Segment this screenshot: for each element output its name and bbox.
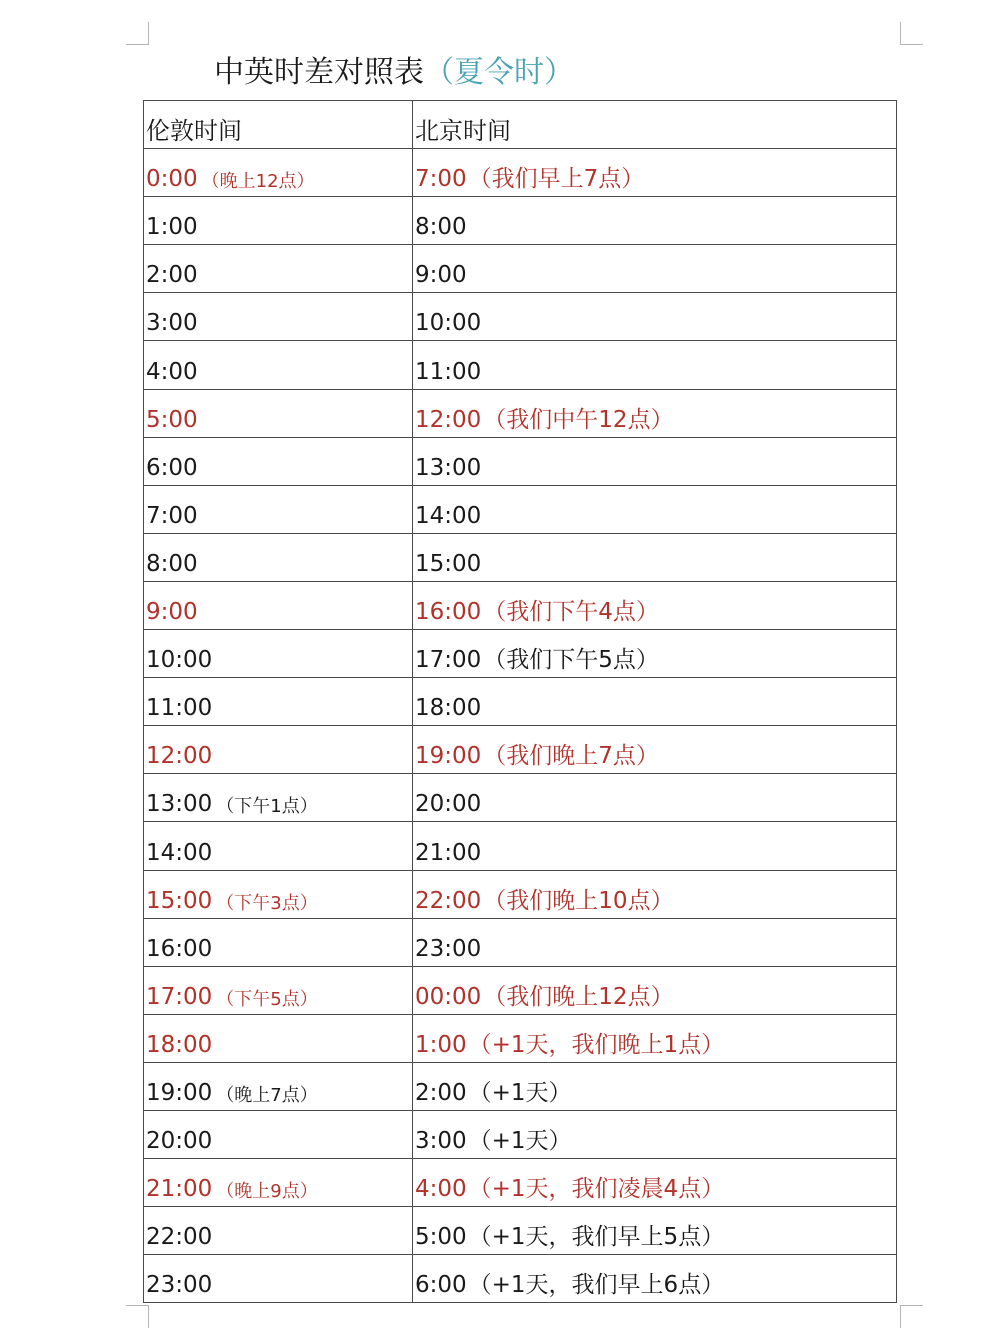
table-row bbox=[144, 726, 896, 774]
london-time-cell bbox=[144, 1255, 413, 1302]
beijing-time: 23:00 bbox=[415, 935, 482, 962]
table-row bbox=[144, 1015, 896, 1063]
london-time-note: （下午1点） bbox=[216, 796, 318, 818]
london-time: 11:00 bbox=[146, 695, 213, 722]
london-time: 1:00 bbox=[146, 214, 198, 241]
london-time-cell bbox=[144, 197, 413, 244]
table-row bbox=[144, 871, 896, 919]
beijing-time-note: （+1天，我们凌晨4点） bbox=[468, 1176, 725, 1203]
london-time: 3:00 bbox=[146, 310, 198, 337]
london-time: 9:00 bbox=[146, 599, 198, 626]
beijing-time-cell bbox=[413, 678, 896, 725]
table-row bbox=[144, 486, 896, 534]
london-time: 16:00 bbox=[146, 935, 213, 962]
table-row bbox=[144, 245, 896, 293]
beijing-time: 20:00 bbox=[415, 791, 482, 818]
beijing-time-note: （我们下午4点） bbox=[483, 599, 659, 626]
beijing-time-note: （我们早上7点） bbox=[468, 166, 645, 193]
london-time-cell bbox=[144, 390, 413, 437]
table-row bbox=[144, 1159, 896, 1207]
table-row bbox=[144, 534, 896, 582]
london-time: 5:00 bbox=[146, 406, 198, 433]
beijing-time-note: （+1天，我们早上6点） bbox=[468, 1272, 725, 1299]
time-difference-table bbox=[143, 100, 897, 1303]
beijing-time: 7:00 bbox=[415, 166, 467, 193]
beijing-time-cell bbox=[413, 967, 896, 1014]
beijing-time-cell bbox=[413, 726, 896, 773]
beijing-time-cell bbox=[413, 871, 896, 918]
table-row bbox=[144, 390, 896, 438]
table-header-row bbox=[144, 101, 896, 149]
london-time: 14:00 bbox=[146, 839, 213, 866]
beijing-time: 6:00 bbox=[415, 1272, 467, 1299]
table-row bbox=[144, 197, 896, 245]
table-row bbox=[144, 1207, 896, 1255]
london-time-cell bbox=[144, 967, 413, 1014]
beijing-time: 11:00 bbox=[415, 358, 482, 385]
table-row bbox=[144, 1111, 896, 1159]
london-time-note: （下午3点） bbox=[216, 892, 318, 914]
beijing-time-note: （我们晚上10点） bbox=[483, 887, 674, 914]
beijing-time: 17:00 bbox=[415, 647, 482, 674]
beijing-time: 1:00 bbox=[415, 1031, 467, 1058]
beijing-time: 5:00 bbox=[415, 1224, 467, 1251]
beijing-time-cell bbox=[413, 197, 896, 244]
london-time-cell bbox=[144, 630, 413, 677]
beijing-time-cell bbox=[413, 1111, 896, 1158]
beijing-time-cell bbox=[413, 919, 896, 966]
london-time-cell bbox=[144, 871, 413, 918]
london-time-cell bbox=[144, 774, 413, 821]
beijing-time-cell bbox=[413, 822, 896, 869]
london-time: 22:00 bbox=[146, 1224, 213, 1251]
crop-mark-top-left bbox=[126, 22, 149, 45]
london-time-note: （晚上7点） bbox=[216, 1084, 318, 1106]
london-time-cell bbox=[144, 1111, 413, 1158]
london-time-cell bbox=[144, 438, 413, 485]
london-time-cell bbox=[144, 341, 413, 388]
table-row bbox=[144, 919, 896, 967]
beijing-time-cell bbox=[413, 1015, 896, 1062]
header-london-time: 伦敦时间 bbox=[144, 101, 413, 148]
london-time-note: （晚上12点） bbox=[201, 171, 315, 193]
london-time-cell bbox=[144, 822, 413, 869]
london-time: 20:00 bbox=[146, 1128, 213, 1155]
table-row bbox=[144, 822, 896, 870]
london-time-cell bbox=[144, 582, 413, 629]
table-row bbox=[144, 438, 896, 486]
london-time: 7:00 bbox=[146, 502, 198, 529]
table-row bbox=[144, 582, 896, 630]
london-time-cell bbox=[144, 1015, 413, 1062]
london-time-note: （晚上9点） bbox=[216, 1181, 318, 1203]
beijing-time-cell bbox=[413, 582, 896, 629]
beijing-time-cell bbox=[413, 486, 896, 533]
table-row bbox=[144, 967, 896, 1015]
beijing-time: 21:00 bbox=[415, 839, 482, 866]
beijing-time-cell bbox=[413, 1255, 896, 1302]
london-time: 10:00 bbox=[146, 647, 213, 674]
london-time-cell bbox=[144, 534, 413, 581]
beijing-time: 4:00 bbox=[415, 1176, 467, 1203]
london-time: 19:00 bbox=[146, 1079, 213, 1106]
table-row bbox=[144, 1063, 896, 1111]
page-title bbox=[214, 50, 574, 96]
london-time-cell bbox=[144, 486, 413, 533]
crop-mark-bottom-right bbox=[900, 1305, 923, 1328]
beijing-time-cell bbox=[413, 630, 896, 677]
beijing-time-note: （我们晚上7点） bbox=[483, 743, 659, 770]
beijing-time-cell bbox=[413, 293, 896, 340]
london-time-cell bbox=[144, 1207, 413, 1254]
beijing-time-cell bbox=[413, 1207, 896, 1254]
london-time-cell bbox=[144, 149, 413, 196]
london-time: 18:00 bbox=[146, 1031, 213, 1058]
london-time: 6:00 bbox=[146, 454, 198, 481]
beijing-time: 2:00 bbox=[415, 1079, 467, 1106]
crop-mark-top-right bbox=[900, 22, 923, 45]
table-row bbox=[144, 341, 896, 389]
london-time-cell bbox=[144, 726, 413, 773]
london-time-cell bbox=[144, 1159, 413, 1206]
title-subtitle: （夏令时） bbox=[424, 55, 574, 90]
london-time: 12:00 bbox=[146, 743, 213, 770]
london-time: 13:00 bbox=[146, 791, 213, 818]
beijing-time-note: （+1天） bbox=[468, 1079, 572, 1106]
beijing-time: 10:00 bbox=[415, 310, 482, 337]
table-row bbox=[144, 630, 896, 678]
beijing-time: 15:00 bbox=[415, 550, 482, 577]
beijing-time-cell bbox=[413, 534, 896, 581]
london-time: 8:00 bbox=[146, 550, 198, 577]
beijing-time-cell bbox=[413, 1159, 896, 1206]
table-row bbox=[144, 149, 896, 197]
beijing-time-cell bbox=[413, 438, 896, 485]
title-main: 中英时差对照表 bbox=[214, 55, 424, 90]
beijing-time: 8:00 bbox=[415, 214, 467, 241]
beijing-time: 19:00 bbox=[415, 743, 482, 770]
table-body bbox=[144, 149, 896, 1303]
london-time-cell bbox=[144, 1063, 413, 1110]
beijing-time: 00:00 bbox=[415, 983, 482, 1010]
london-time-cell bbox=[144, 245, 413, 292]
london-time-cell bbox=[144, 678, 413, 725]
beijing-time: 12:00 bbox=[415, 406, 482, 433]
beijing-time-note: （+1天，我们晚上1点） bbox=[468, 1031, 725, 1058]
beijing-time: 3:00 bbox=[415, 1128, 467, 1155]
london-time: 23:00 bbox=[146, 1272, 213, 1299]
beijing-time-cell bbox=[413, 149, 896, 196]
beijing-time: 9:00 bbox=[415, 262, 467, 289]
beijing-time-cell bbox=[413, 341, 896, 388]
beijing-time: 14:00 bbox=[415, 502, 482, 529]
beijing-time-cell bbox=[413, 245, 896, 292]
london-time: 15:00 bbox=[146, 887, 213, 914]
london-time-cell bbox=[144, 919, 413, 966]
beijing-time-cell bbox=[413, 1063, 896, 1110]
beijing-time: 16:00 bbox=[415, 599, 482, 626]
beijing-time: 18:00 bbox=[415, 695, 482, 722]
beijing-time-note: （我们下午5点） bbox=[483, 647, 659, 674]
beijing-time-note: （+1天） bbox=[468, 1128, 572, 1155]
table-row bbox=[144, 774, 896, 822]
london-time: 21:00 bbox=[146, 1176, 213, 1203]
table-row bbox=[144, 678, 896, 726]
table-row bbox=[144, 293, 896, 341]
london-time: 17:00 bbox=[146, 983, 213, 1010]
beijing-time-note: （我们中午12点） bbox=[483, 406, 674, 433]
london-time: 2:00 bbox=[146, 262, 198, 289]
beijing-time-note: （+1天，我们早上5点） bbox=[468, 1224, 725, 1251]
london-time-note: （下午5点） bbox=[216, 988, 318, 1010]
beijing-time: 13:00 bbox=[415, 454, 482, 481]
london-time: 4:00 bbox=[146, 358, 198, 385]
beijing-time: 22:00 bbox=[415, 887, 482, 914]
london-time: 0:00 bbox=[146, 166, 198, 193]
london-time-cell bbox=[144, 293, 413, 340]
beijing-time-cell bbox=[413, 774, 896, 821]
beijing-time-note: （我们晚上12点） bbox=[483, 983, 674, 1010]
header-beijing-time: 北京时间 bbox=[415, 117, 511, 146]
table-row bbox=[144, 1255, 896, 1303]
crop-mark-bottom-left bbox=[126, 1305, 149, 1328]
beijing-time-cell bbox=[413, 390, 896, 437]
